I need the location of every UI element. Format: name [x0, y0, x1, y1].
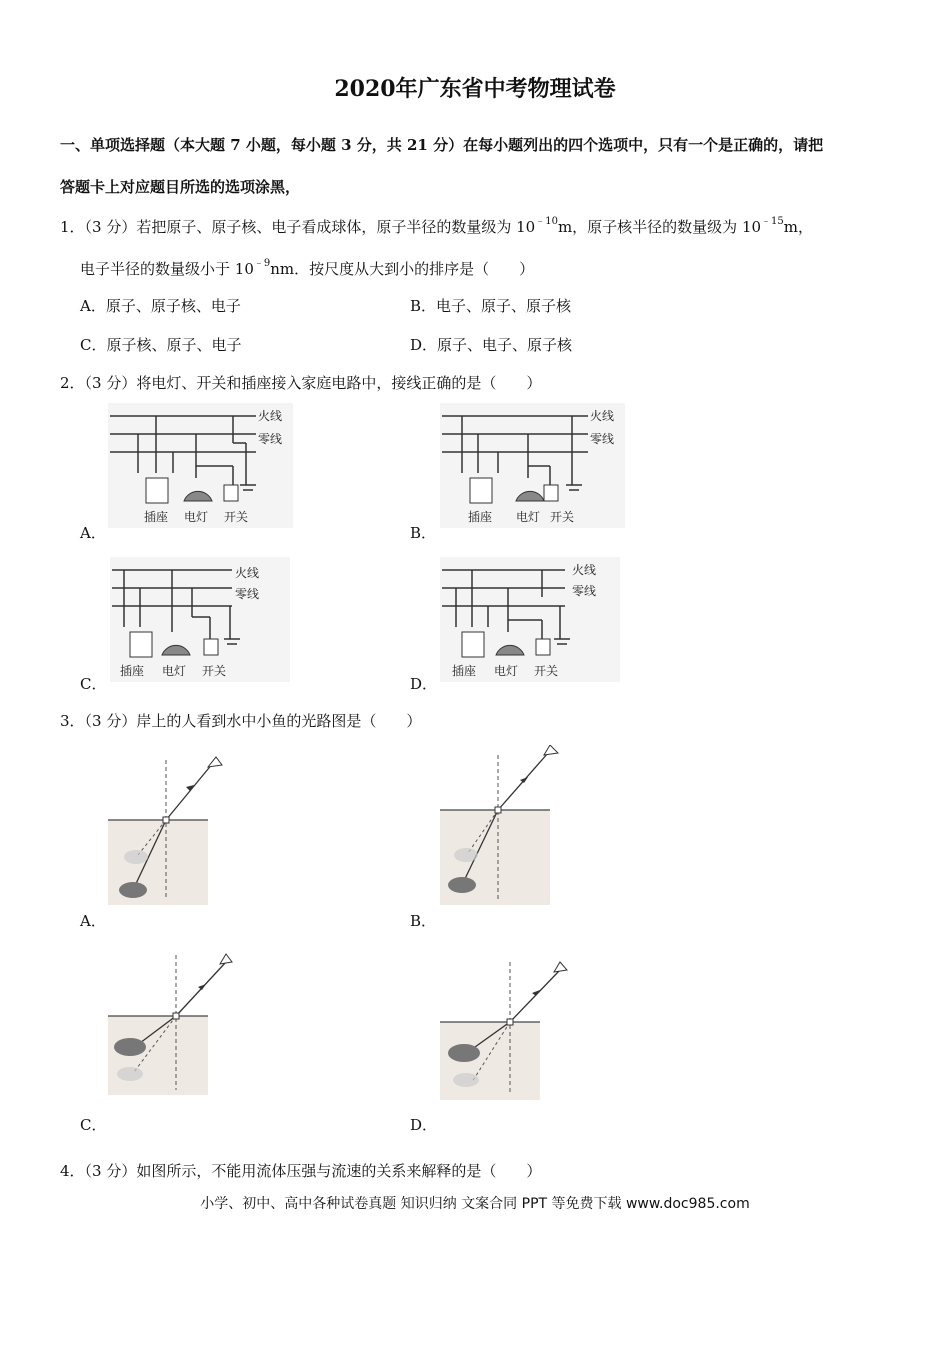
switch-label: 开关 — [534, 664, 559, 678]
q1-stem-line1 — [60, 214, 813, 237]
switch-label: 开关 — [550, 510, 575, 524]
live-wire-label: 火线 — [572, 563, 597, 577]
q1-stem-line2 — [80, 256, 534, 279]
q1-option-c[interactable]: C．原子核、原子、电子 — [80, 336, 242, 354]
socket-label: 插座 — [120, 664, 145, 678]
q2-stem: 2．（3 分）将电灯、开关和插座接入家庭电路中，接线正确的是（ ） — [60, 374, 542, 392]
eye-icon — [554, 962, 567, 972]
neutral-wire-label: 零线 — [258, 432, 283, 446]
q1-exponent-3: ﹣9 — [253, 258, 271, 269]
switch-icon — [204, 639, 218, 655]
lamp-label: 电灯 — [494, 664, 519, 678]
q1-text-d: 电子半径的数量级小于 10 — [80, 260, 254, 278]
q2-circuit-diagram-d[interactable] — [440, 557, 620, 682]
q2-option-b[interactable]: B． — [410, 524, 437, 542]
q1-text-a: 1．（3 分）若把原子、原子核、电子看成球体，原子半径的数量级为 10 — [60, 218, 536, 236]
fish-image-icon — [453, 1073, 479, 1087]
q3-light-path-diagram-a[interactable] — [108, 745, 223, 905]
q2-option-d[interactable]: D． — [410, 675, 438, 693]
q1-option-b[interactable]: B．电子、原子、原子核 — [410, 297, 572, 315]
q3-light-path-diagram-d[interactable] — [440, 960, 570, 1100]
q1-text-e: nm．按尺度从大到小的排序是（ ） — [270, 260, 535, 278]
lamp-label: 电灯 — [184, 510, 209, 524]
socket-label: 插座 — [144, 510, 169, 524]
live-wire-label: 火线 — [258, 409, 283, 423]
q1-exponent-1: ﹣10 — [535, 216, 558, 227]
q3-option-b[interactable]: B． — [410, 912, 437, 930]
eye-icon — [544, 745, 558, 755]
switch-label: 开关 — [202, 664, 227, 678]
switch-icon — [536, 639, 550, 655]
switch-icon — [224, 485, 238, 501]
socket-label: 插座 — [468, 510, 493, 524]
socket-icon — [462, 632, 484, 657]
q3-stem: 3．（3 分）岸上的人看到水中小鱼的光路图是（ ） — [60, 712, 422, 730]
q1-text-c: m， — [783, 218, 814, 236]
live-wire-label: 火线 — [590, 409, 615, 423]
fish-image-icon — [454, 848, 478, 862]
fish-icon — [448, 1044, 480, 1062]
q2-circuit-diagram-c[interactable] — [110, 557, 290, 682]
q3-option-c[interactable]: C． — [80, 1116, 107, 1134]
fish-icon — [448, 877, 476, 893]
switch-icon — [544, 485, 558, 501]
q4-stem: 4．（3 分）如图所示，不能用流体压强与流速的关系来解释的是（ ） — [60, 1162, 542, 1180]
lamp-label: 电灯 — [162, 664, 187, 678]
q1-option-d[interactable]: D．原子、电子、原子核 — [410, 336, 573, 354]
q2-option-c[interactable]: C． — [80, 675, 107, 693]
q1-option-a[interactable]: A．原子、原子核、电子 — [80, 297, 241, 315]
socket-icon — [130, 632, 152, 657]
neutral-wire-label: 零线 — [572, 584, 597, 598]
q3-light-path-diagram-c[interactable] — [108, 950, 233, 1095]
fish-icon — [119, 882, 147, 898]
neutral-wire-label: 零线 — [235, 587, 260, 601]
socket-label: 插座 — [452, 664, 477, 678]
q3-option-a[interactable]: A． — [80, 912, 106, 930]
q1-text-b: m，原子核半径的数量级为 10 — [557, 218, 762, 236]
q2-option-a[interactable]: A． — [80, 524, 106, 542]
section-heading-line1: 一、单项选择题（本大题 7 小题，每小题 3 分，共 21 分）在每小题列出的四个选项中，只有一个是正确的，请把 — [60, 136, 824, 154]
live-wire-label: 火线 — [235, 566, 260, 580]
lamp-label: 电灯 — [516, 510, 541, 524]
q2-circuit-diagram-a[interactable] — [108, 403, 293, 528]
eye-icon — [208, 757, 222, 767]
fish-image-icon — [124, 850, 148, 864]
q2-circuit-diagram-b[interactable] — [440, 403, 625, 528]
neutral-wire-label: 零线 — [590, 432, 615, 446]
fish-image-icon — [117, 1067, 143, 1081]
fish-icon — [114, 1038, 146, 1056]
page-title: 2020年广东省中考物理试卷 — [334, 76, 616, 102]
q1-exponent-2: ﹣15 — [761, 216, 784, 227]
section-heading-line2: 答题卡上对应题目所选的选项涂黑， — [60, 178, 301, 196]
eye-icon — [220, 954, 232, 964]
switch-label: 开关 — [224, 510, 249, 524]
q3-option-d[interactable]: D． — [410, 1116, 438, 1134]
socket-icon — [146, 478, 168, 503]
q3-light-path-diagram-b[interactable] — [440, 745, 560, 905]
page-footer: 小学、初中、高中各种试卷真题 知识归纳 文案合同 PPT 等免费下载 www.doc985.com — [200, 1196, 750, 1212]
socket-icon — [470, 478, 492, 503]
